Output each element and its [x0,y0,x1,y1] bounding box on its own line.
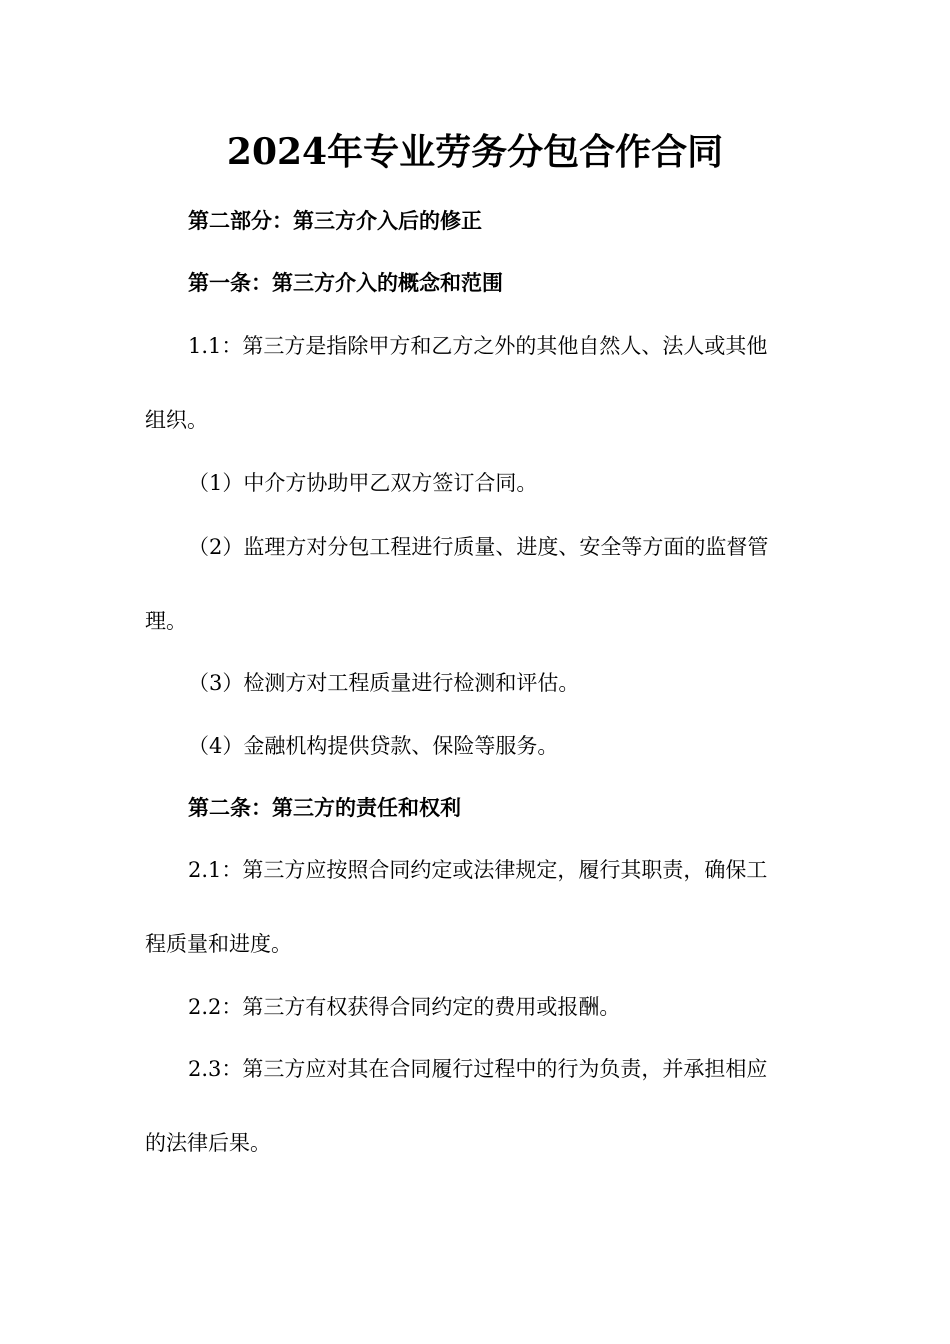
list-item-2-line-2: 理。 [145,609,187,633]
clause-2-2: 2.2：第三方有权获得合同约定的费用或报酬。 [188,995,621,1019]
clause-2-1-line-1: 2.1：第三方应按照合同约定或法律规定，履行其职责，确保工 [188,858,768,882]
list-item-2-line-1: （2）监理方对分包工程进行质量、进度、安全等方面的监督管 [188,535,769,559]
list-item-3: （3）检测方对工程质量进行检测和评估。 [188,671,580,695]
clause-1-1-line-2: 组织。 [145,408,208,432]
clause-2-3-line-2: 的法律后果。 [145,1131,271,1155]
list-item-1: （1）中介方协助甲乙双方签订合同。 [188,471,538,495]
clause-1-1-line-1: 1.1：第三方是指除甲方和乙方之外的其他自然人、法人或其他 [188,334,768,358]
article-1-heading: 第一条：第三方介入的概念和范围 [188,270,503,295]
clause-2-3-line-1: 2.3：第三方应对其在合同履行过程中的行为负责，并承担相应 [188,1057,768,1081]
list-item-4: （4）金融机构提供贷款、保险等服务。 [188,734,559,758]
article-2-heading: 第二条：第三方的责任和权利 [188,795,461,820]
part-heading: 第二部分：第三方介入后的修正 [188,208,482,233]
document-title: 2024年专业劳务分包合作合同 [226,131,724,173]
clause-2-1-line-2: 程质量和进度。 [145,932,292,956]
